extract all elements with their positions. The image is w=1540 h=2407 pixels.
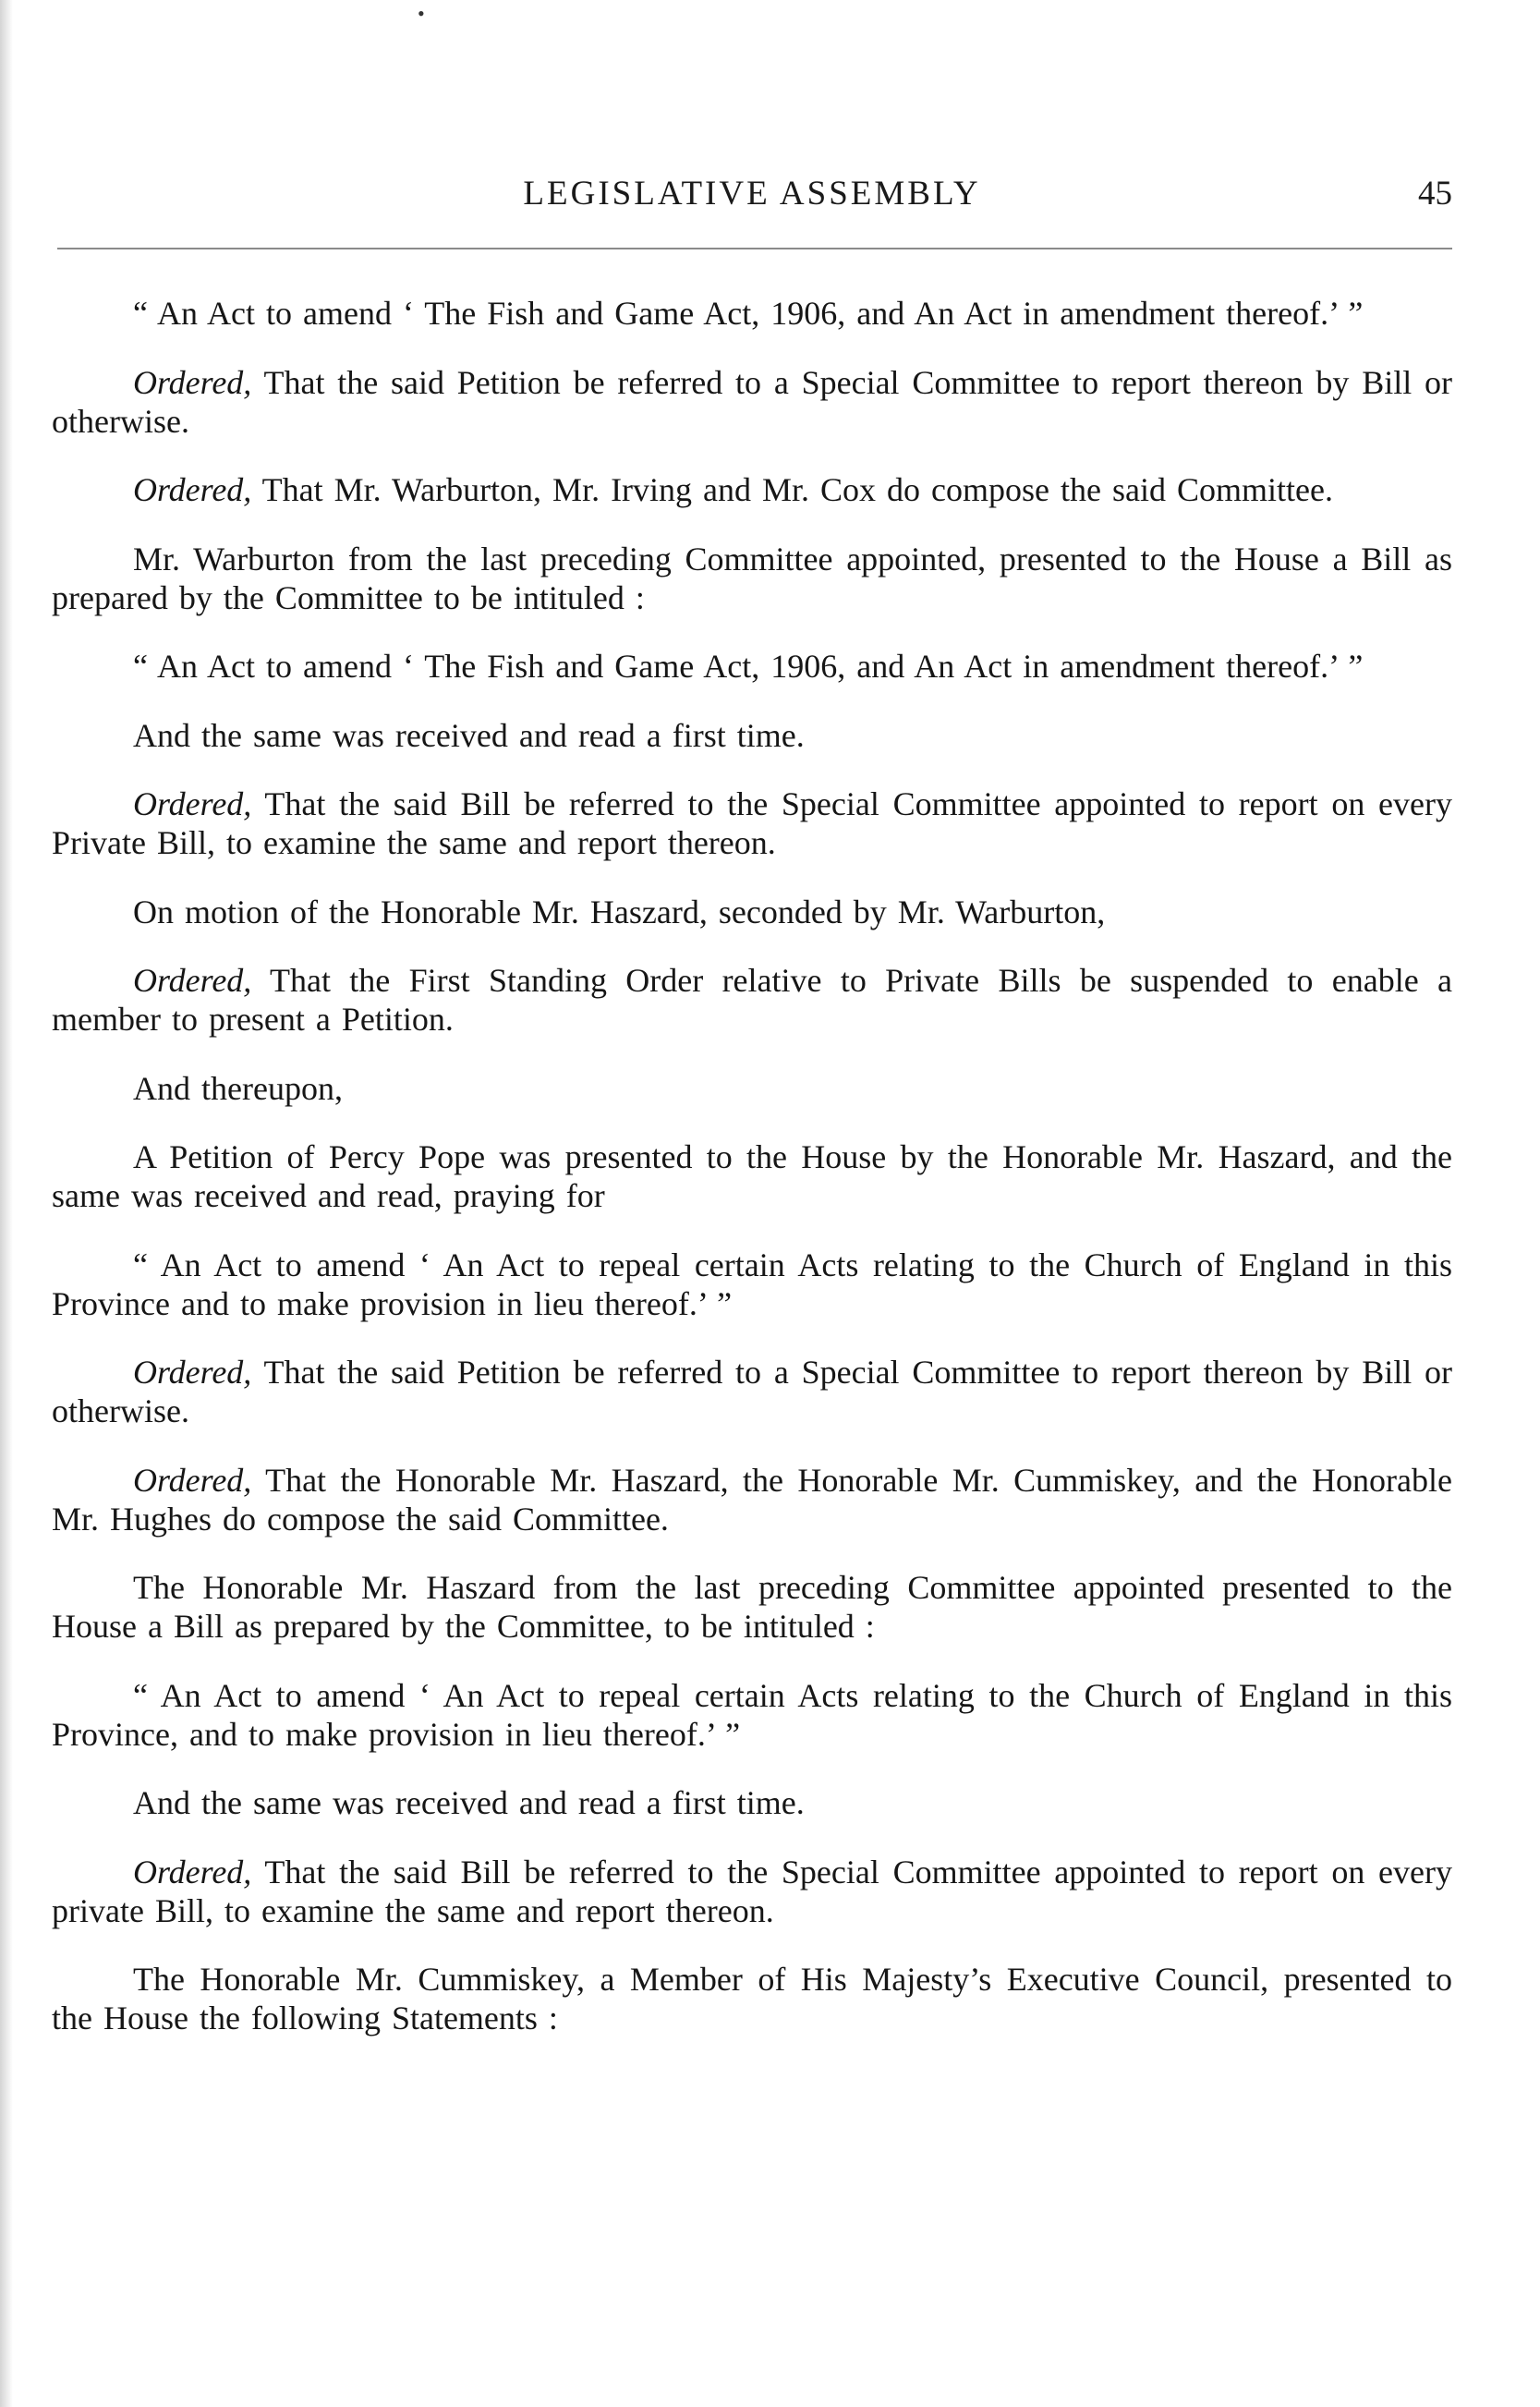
paragraph <box>52 540 1452 617</box>
paragraph-text: That the Honorable Mr. Haszard, the Honorable Mr. Cummiskey, and the Honorable Mr. Hughes do compose the said Committee. <box>52 1461 1452 1538</box>
paragraph-text: That the First Standing Order relative to Private Bills be suspended to enable a member to present a Petition. <box>52 962 1452 1038</box>
paragraph-text: Mr. Warburton from the last preceding Committee appointed, presented to the House a Bill as prepared by the Committee to be intituled : <box>52 540 1452 616</box>
ordered-label: Ordered, <box>133 962 252 999</box>
paragraph <box>52 1783 1452 1822</box>
paragraph <box>52 961 1452 1039</box>
paragraph <box>52 1960 1452 2037</box>
paragraph-text: A Petition of Percy Pope was presented to the House by the Honorable Mr. Haszard, and the same was received and read, praying for <box>52 1138 1452 1214</box>
paragraph <box>52 1568 1452 1646</box>
paragraph-text: “ An Act to amend ‘ An Act to repeal certain Acts relating to the Church of England in this Province and to make provision in lieu thereof.’ ” <box>52 1246 1452 1322</box>
paragraph <box>52 716 1452 755</box>
paragraph-text: That the said Bill be referred to the Special Committee appointed to report on every private Bill, to examine the same and report thereon. <box>52 1853 1452 1929</box>
paragraph-text: That the said Petition be referred to a Special Committee to report thereon by Bill or otherwise. <box>52 1354 1452 1429</box>
paragraph-text: On motion of the Honorable Mr. Haszard, seconded by Mr. Warburton, <box>133 893 1106 930</box>
paragraph-text: That the said Petition be referred to a Special Committee to report thereon by Bill or otherwise. <box>52 363 1452 440</box>
ordered-label: Ordered, <box>133 1853 252 1890</box>
paragraph-text: And the same was received and read a first time. <box>133 1784 805 1821</box>
paragraph <box>52 1069 1452 1108</box>
paragraph <box>52 1137 1452 1215</box>
paragraph <box>52 784 1452 862</box>
body-text <box>52 294 1452 2068</box>
paragraph <box>52 1246 1452 1323</box>
page-header <box>52 174 1452 229</box>
paragraph <box>52 470 1452 509</box>
paragraph-text: That the said Bill be referred to the Special Committee appointed to report on every Private Bill, to examine the same and report thereon. <box>52 785 1452 861</box>
header-rule <box>57 248 1452 249</box>
paragraph-text: “ An Act to amend ‘ The Fish and Game Act, 1906, and An Act in amendment thereof.’ ” <box>133 295 1364 332</box>
paragraph-text: The Honorable Mr. Cummiskey, a Member of His Majesty’s Executive Council, presented to the House the following Statements : <box>52 1961 1452 2036</box>
paragraph-text: The Honorable Mr. Haszard from the last preceding Committee appointed presented to the House a Bill as prepared by the Committee, to be intituled : <box>52 1569 1452 1645</box>
paragraph-text: “ An Act to amend ‘ The Fish and Game Act, 1906, and An Act in amendment thereof.’ ” <box>133 648 1364 685</box>
paragraph-text: “ An Act to amend ‘ An Act to repeal certain Acts relating to the Church of England in this Province, and to make provision in lieu thereof.’ ” <box>52 1676 1452 1753</box>
paragraph <box>52 893 1452 931</box>
paragraph-text: And thereupon, <box>133 1069 343 1107</box>
ordered-label: Ordered, <box>133 1354 252 1391</box>
paragraph-text: That Mr. Warburton, Mr. Irving and Mr. Cox do compose the said Committee. <box>261 471 1333 508</box>
paragraph <box>52 1461 1452 1538</box>
ordered-label: Ordered, <box>133 363 252 401</box>
page-number: 45 <box>1418 175 1452 213</box>
paragraph <box>52 1353 1452 1430</box>
ordered-label: Ordered, <box>133 785 252 822</box>
paragraph <box>52 294 1452 333</box>
paragraph <box>52 647 1452 686</box>
page-edge-shadow <box>0 0 13 2407</box>
printer-mark: • <box>418 2 425 25</box>
paragraph <box>52 1853 1452 1930</box>
running-title: LEGISLATIVE ASSEMBLY <box>523 175 981 213</box>
paragraph <box>52 1676 1452 1754</box>
ordered-label: Ordered, <box>133 1461 252 1499</box>
paragraph <box>52 363 1452 441</box>
ordered-label: Ordered, <box>133 471 252 508</box>
paragraph-text: And the same was received and read a first time. <box>133 716 805 754</box>
